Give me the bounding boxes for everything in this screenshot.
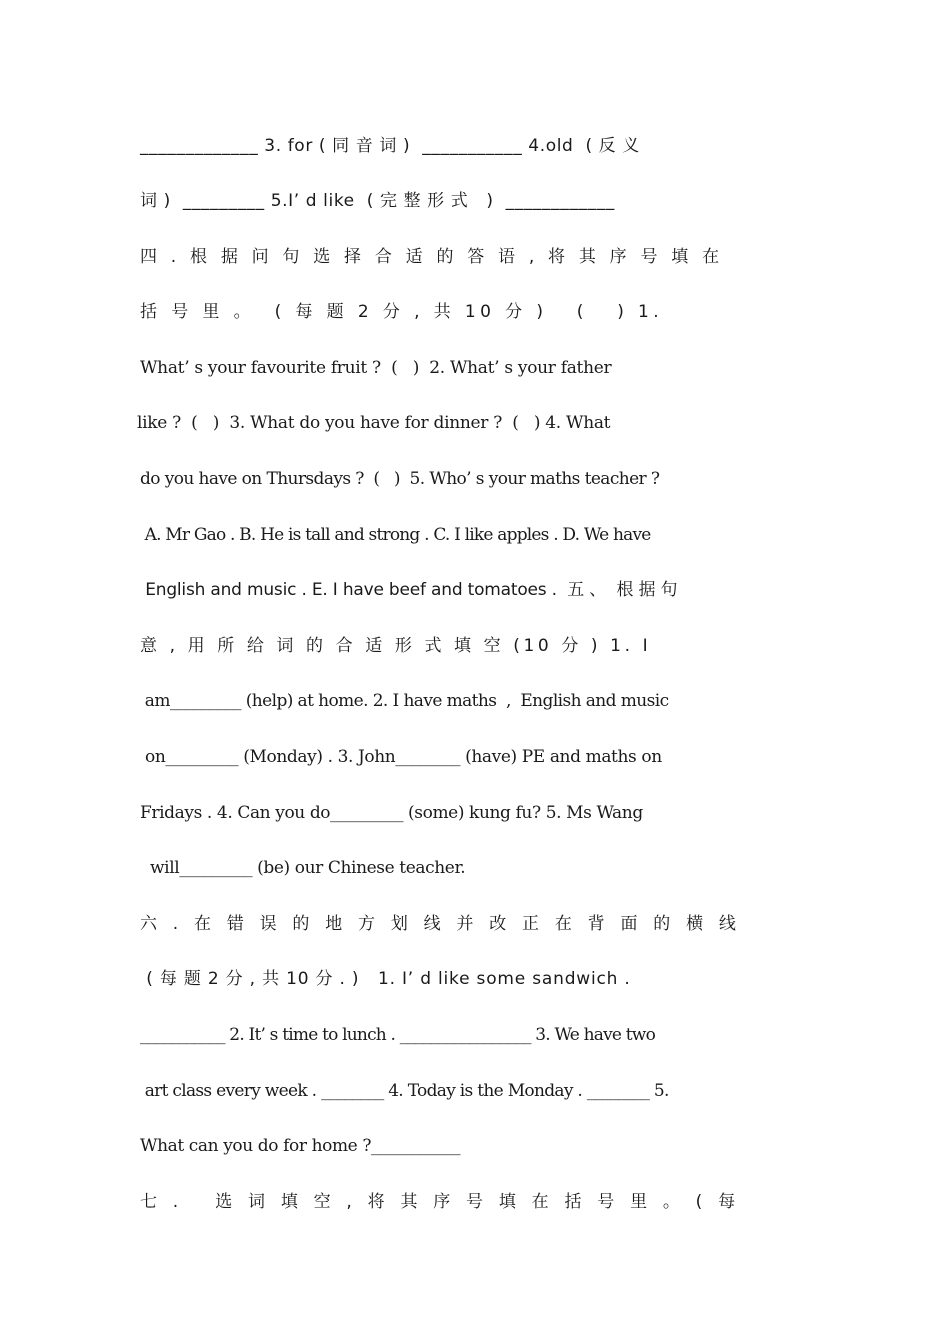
line-7: do you have on Thursdays ? ( ) 5. Who’ s your maths teacher ?: [140, 469, 660, 489]
line-3: 四 . 根 据 问 句 选 择 合 适 的 答 语 , 将 其 序 号 填 在: [140, 247, 724, 267]
line-13: Fridays . 4. Can you do_________ (some) kung fu? 5. Ms Wang: [140, 803, 643, 823]
line-20: 七 . 选 词 填 空 , 将 其 序 号 填 在 括 号 里 。 ( 每: [140, 1192, 741, 1212]
line-16: ( 每 题 2 分 , 共 10 分 . ) 1. I’ d like some sandwich .: [140, 969, 631, 989]
line-17: ___________ 2. It’ s time to lunch . _________________ 3. We have two: [140, 1025, 655, 1045]
line-4: 括 号 里 。 ( 每 题 2 分 , 共 10 分 ) ( ) 1.: [140, 302, 664, 322]
line-10: 意 , 用 所 给 词 的 合 适 形 式 填 空 (10 分 ) 1. I: [140, 636, 652, 656]
line-2: 词 ) _________ 5.I’ d like ( 完 整 形 式 ) ____________: [140, 191, 615, 211]
line-1: _____________ 3. for ( 同 音 词 ) ___________ 4.old ( 反 义: [140, 136, 640, 156]
line-8: A. Mr Gao . B. He is tall and strong . C. I like apples . D. We have: [140, 525, 651, 545]
line-18: art class every week . ________ 4. Today is the Monday . ________ 5.: [140, 1081, 669, 1101]
line-9: English and music . E. I have beef and tomatoes . 五 、 根 据 句: [140, 580, 678, 600]
line-15: 六 . 在 错 误 的 地 方 划 线 并 改 正 在 背 面 的 横 线: [140, 914, 742, 934]
line-11: am_________ (help) at home. 2. I have maths , English and music: [140, 691, 669, 711]
line-19: What can you do for home ?___________: [140, 1136, 461, 1156]
line-14: will_________ (be) our Chinese teacher.: [140, 858, 466, 878]
line-6: like ? ( ) 3. What do you have for dinner ? ( ) 4. What: [137, 413, 611, 433]
line-5: What’ s your favourite fruit ? ( ) 2. What’ s your father: [140, 358, 612, 378]
line-12: on_________ (Monday) . 3. John________ (have) PE and maths on: [140, 747, 662, 767]
